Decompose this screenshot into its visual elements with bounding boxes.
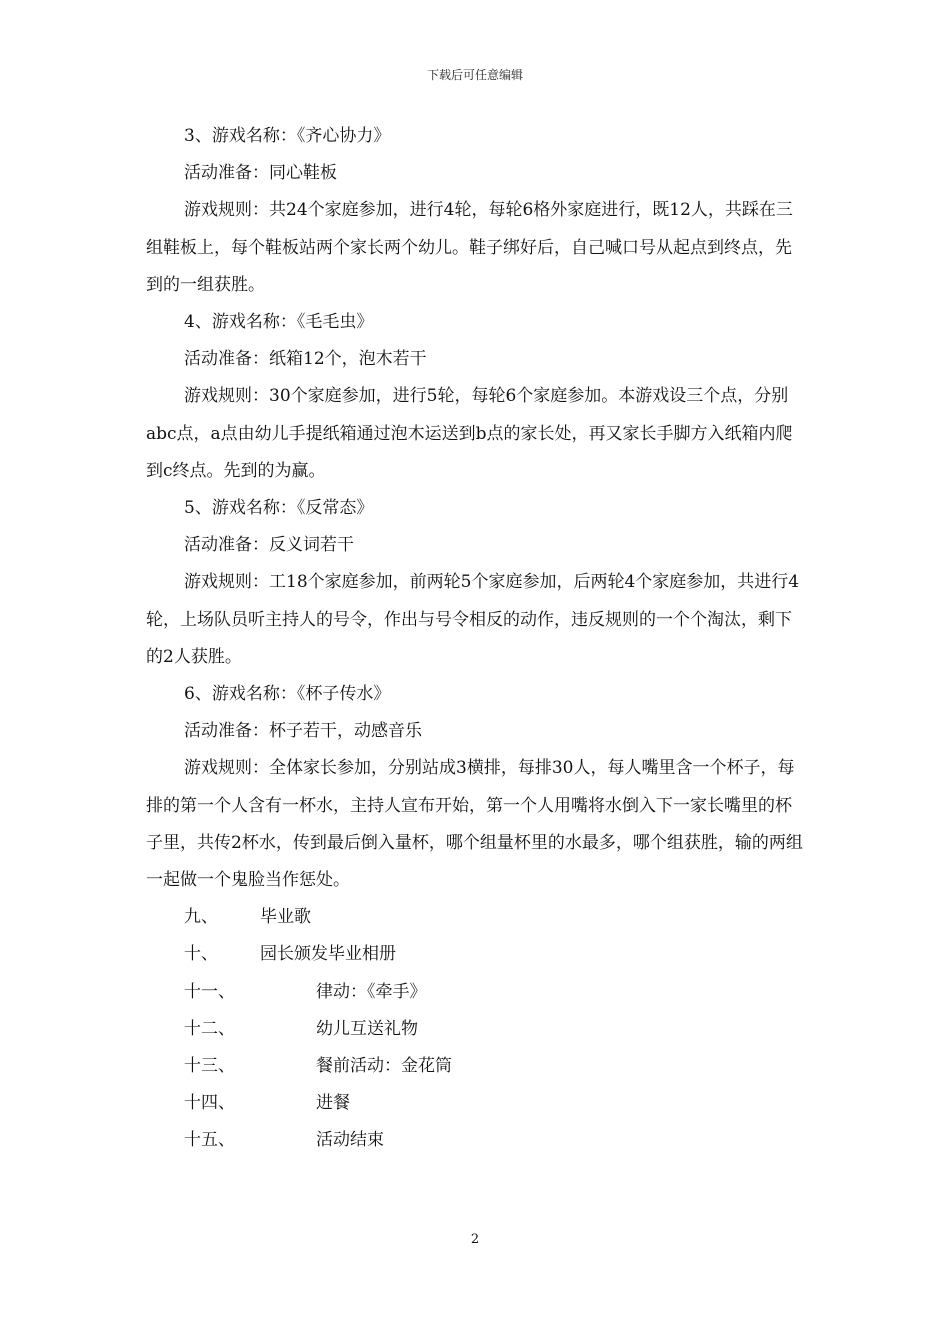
agenda-item-text: 活动结束 xyxy=(316,1130,384,1151)
agenda-item-text: 进餐 xyxy=(316,1093,350,1114)
page-number: 2 xyxy=(470,1232,480,1247)
game-rules: 游戏规则：全体家长参加，分别站成3横排，每排30人，每人嘴里含一个杯子，每排的第一个人含有一杯水，主持人宣布开始，第一个人用嘴将水倒入下一家长嘴里的杯子里，共传2杯水，传到最后倒入量杯，哪个组量杯里的水最多，哪个组获胜，输的两组一起做一个鬼脸当作惩处。 xyxy=(146,758,803,891)
agenda-item-number: 十一、 xyxy=(184,981,235,1002)
game-prep: 活动准备：杯子若干，动感音乐 xyxy=(184,721,422,742)
agenda-item-text: 律动：《牵手》 xyxy=(316,981,427,1002)
page-header: 下载后可任意编辑 xyxy=(426,68,523,82)
document-body xyxy=(146,118,806,1160)
agenda-item xyxy=(146,936,806,973)
game-title: 5、游戏名称：《反常态》 xyxy=(184,498,374,519)
agenda-item xyxy=(146,974,806,1011)
agenda-item-number: 十三、 xyxy=(184,1056,235,1077)
agenda-item xyxy=(146,1048,806,1085)
agenda-item-number: 十、 xyxy=(184,944,218,965)
game-rules: 游戏规则：共24个家庭参加，进行4轮，每轮6格外家庭进行，既12人，共踩在三组鞋板上，每个鞋板站两个家长两个幼儿。鞋子绑好后，自己喊口号从起点到终点，先到的一组获胜。 xyxy=(146,200,793,295)
game-title: 6、游戏名称：《杯子传水》 xyxy=(184,684,391,705)
agenda-item xyxy=(146,899,806,936)
game-prep: 活动准备：纸箱12个，泡木若干 xyxy=(184,349,427,370)
game-prep: 活动准备：反义词若干 xyxy=(184,535,354,556)
game-rules: 游戏规则：工18个家庭参加，前两轮5个家庭参加，后两轮4个家庭参加，共进行4轮，上场队员听主持人的号令，作出与号令相反的动作，违反规则的一个个淘汰，剩下的2人获胜。 xyxy=(146,572,800,667)
agenda-item xyxy=(146,1085,806,1122)
game-title: 3、游戏名称：《齐心协力》 xyxy=(184,126,391,146)
game-title: 4、游戏名称：《毛毛虫》 xyxy=(184,312,374,333)
agenda-item-number: 十五、 xyxy=(184,1130,235,1151)
agenda-item-number: 九、 xyxy=(184,907,218,928)
agenda-item xyxy=(146,1122,806,1159)
agenda-item-text: 幼儿互送礼物 xyxy=(316,1018,418,1039)
agenda-item-number: 十四、 xyxy=(184,1093,235,1114)
game-rules: 游戏规则：30个家庭参加，进行5轮，每轮6个家庭参加。本游戏设三个点，分别abc点，a点由幼儿手提纸箱通过泡木运送到b点的家长处，再又家长手脚方入纸箱内爬到c终点。先到的为赢。 xyxy=(146,386,793,481)
game-prep: 活动准备：同心鞋板 xyxy=(184,163,337,184)
agenda-item xyxy=(146,1011,806,1048)
agenda-item-text: 餐前活动：金花筒 xyxy=(316,1056,452,1077)
agenda-item-text: 毕业歌 xyxy=(260,907,311,928)
agenda-item-number: 十二、 xyxy=(184,1018,235,1039)
agenda-item-text: 园长颁发毕业相册 xyxy=(260,944,396,965)
